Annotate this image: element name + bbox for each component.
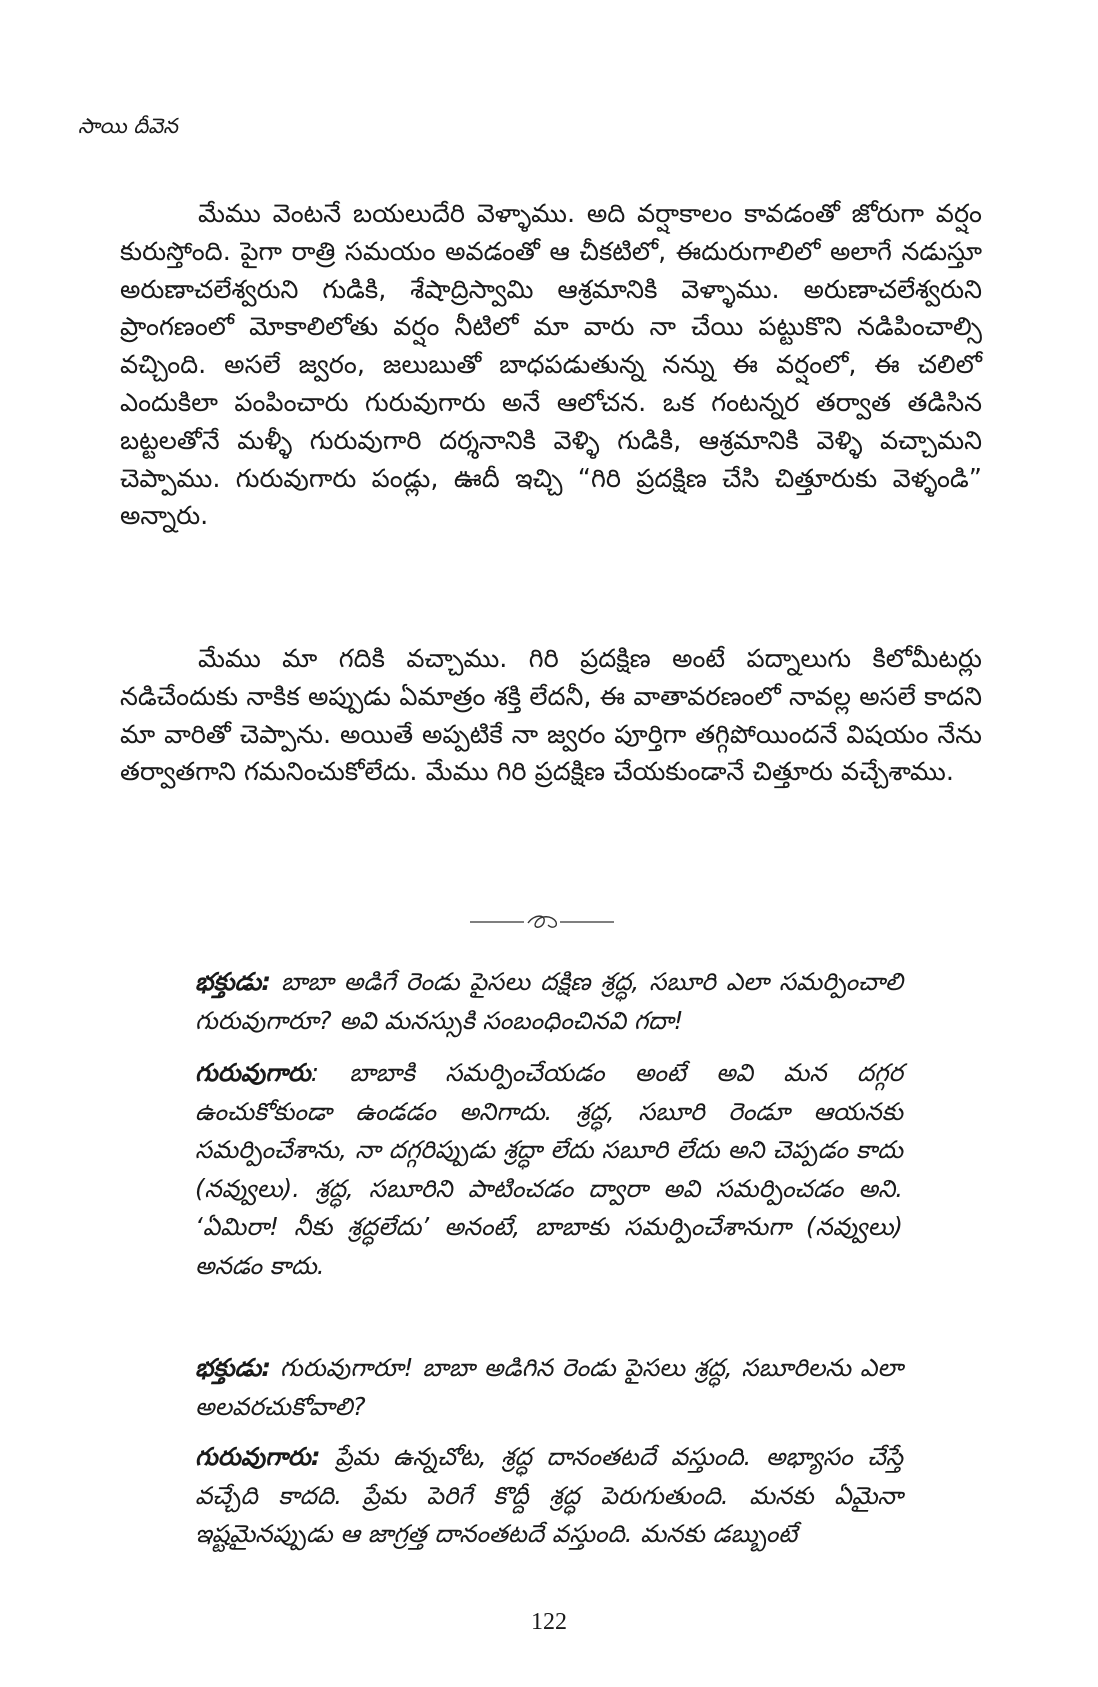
dialogue-text: గురువుగారూ! బాబా అడిగిన రెండు పైసలు శ్రద్ధ, సబూరిలను ఎలా అలవరచుకోవాలి? (195, 1353, 903, 1421)
speaker-label: గురువుగారు: (195, 1442, 321, 1471)
speaker-label: భక్తుడు: (195, 1353, 272, 1382)
dialogue-text: ప్రేమ ఉన్నచోట, శ్రద్ధ దానంతటదే వస్తుంది. అభ్యాసం చేస్తే వచ్చేది కాదది. ప్రేమ పెరిగే కొద్దీ శ్రద్ధ పెరుగుతుంది. మనకు ఏమైనా ఇష్టమైనప్పుడు ఆ జాగ్రత్త దానంతటదే వస్తుంది. మనకు డబ్బుంటే (195, 1442, 903, 1548)
dialogue-text: బాబా అడిగే రెండు పైసలు దక్షిణ శ్రద్ధ, సబూరి ఎలా సమర్పించాలి గురువుగారూ? అవి మనస్సుకి సంబంధించినవి గదా! (195, 967, 903, 1035)
page-number: 122 (531, 1609, 567, 1635)
running-header: సాయి దీవెన (78, 114, 178, 138)
dialogue-text: : బాబాకి సమర్పించేయడం అంటే అవి మన దగ్గర ఉంచుకోకుండా ఉండడం అనిగాదు. శ్రద్ధ, సబూరి రెండూ ఆయనకు సమర్పించేశాను, నా దగ్గరిప్పుడు శ్రద్ధా లేదు సబూరి లేదు అని చెప్పడం కాదు (నవ్వులు). శ్రద్ధ, సబూరిని పాటించడం ద్వారా అవి సమర్పించడం అని. ‘ఏమిరా! నీకు శ్రద్ధలేదు’ అనంటే, బాబాకు సమర్పించేశానుగా (నవ్వులు) అనడం కాదు. (195, 1058, 903, 1280)
speaker-label: గురువుగారు (195, 1058, 311, 1087)
dialogue-entry (195, 1438, 903, 1554)
dialogue-entry (195, 963, 903, 1040)
speaker-label: భక్తుడు: (195, 967, 272, 996)
body-paragraph: మేము మా గదికి వచ్చాము. గిరి ప్రదక్షిణ అంటే పద్నాలుగు కిలోమీటర్లు నడిచేందుకు నాకిక అప్పుడు ఏమాత్రం శక్తి లేదనీ, ఈ వాతావరణంలో నావల్ల అసలే కాదని మా వారితో చెప్పాను. అయితే అప్పటికే నా జ్వరం పూర్తిగా తగ్గిపోయిందనే విషయం నేను తర్వాతగాని గమనించుకోలేదు. మేము గిరి ప్రదక్షిణ చేయకుండానే చిత్తూరు వచ్చేశాము. (120, 644, 982, 788)
section-divider-ornament (0, 910, 1098, 934)
dialogue-entry (195, 1349, 903, 1426)
dialogue-entry (195, 1054, 903, 1285)
body-paragraph: మేము వెంటనే బయలుదేరి వెళ్ళాము. అది వర్షాకాలం కావడంతో జోరుగా వర్షం కురుస్తోంది. పైగా రాత్రి సమయం అవడంతో ఆ చీకటిలో, ఈదురుగాలిలో అలాగే నడుస్తూ అరుణాచలేశ్వరుని గుడికి, శేషాద్రిస్వామి ఆశ్రమానికి వెళ్ళాము. అరుణాచలేశ్వరుని ప్రాంగణంలో మోకాలిలోతు వర్షం నీటిలో మా వారు నా చేయి పట్టుకొని నడిపించాల్సి వచ్చింది. అసలే జ్వరం, జలుబుతో బాధపడుతున్న నన్ను ఈ వర్షంలో, ఈ చలిలో ఎందుకిలా పంపించారు గురువుగారు అనే ఆలోచన. ఒక గంటన్నర తర్వాత తడిసిన బట్టలతోనే మళ్ళీ గురువుగారి దర్శనానికి వెళ్ళి గుడికి, ఆశ్రమానికి వెళ్ళి వచ్చామని చెప్పాము. గురువుగారు పండ్లు, ఊదీ ఇచ్చి “గిరి ప్రదక్షిణ చేసి చిత్తూరుకు వెళ్ళండి” అన్నారు. (120, 199, 982, 532)
